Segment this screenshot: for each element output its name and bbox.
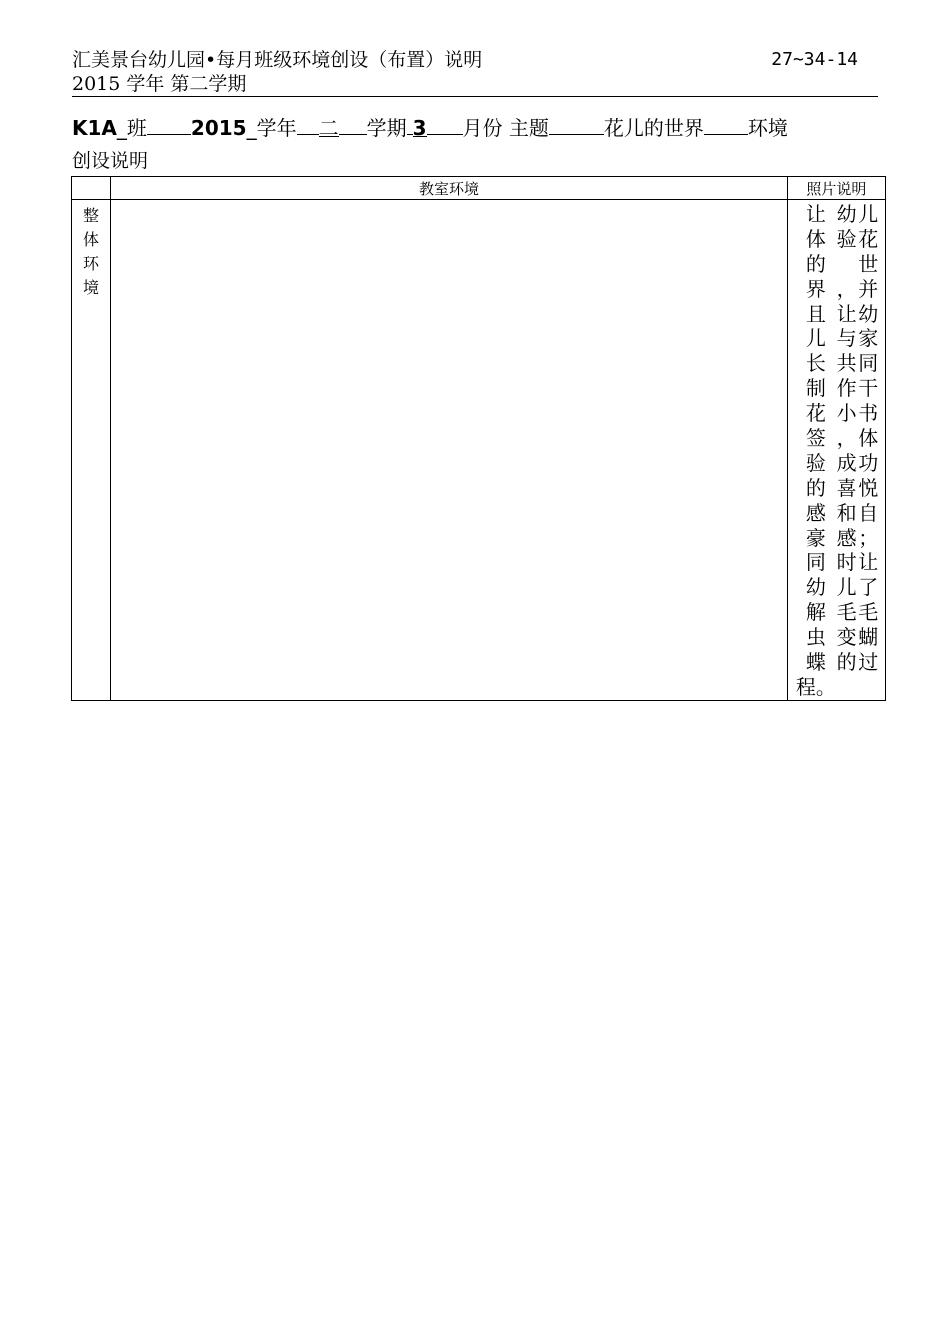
form-title-line: [72, 112, 882, 142]
note-char: 幼: [805, 575, 826, 600]
note-char: 幼: [836, 202, 857, 226]
note-char: 的: [805, 475, 826, 500]
term-label: 2015 学年 第二学期: [72, 73, 247, 95]
month-suffix: 月份 主题: [462, 116, 549, 140]
page-header: [72, 48, 878, 97]
note-char: 长: [805, 351, 826, 376]
note-char: 虫: [805, 625, 826, 650]
note-char: 世: [858, 251, 879, 276]
note-char: 悦: [858, 475, 879, 500]
note-char: 豪: [805, 525, 826, 550]
note-char: ，: [836, 276, 857, 301]
title-tail: 环境: [747, 116, 788, 140]
table-header-row: [72, 177, 886, 200]
note-char: 毛: [836, 600, 857, 625]
note-char: 界: [805, 276, 826, 301]
header-classroom-environment: 教室环境: [111, 177, 788, 200]
environment-table: [71, 176, 886, 701]
class-suffix: _班: [116, 116, 147, 140]
note-char: 并: [858, 276, 879, 301]
note-char: 时: [836, 550, 857, 575]
note-char: 制: [805, 376, 826, 401]
note-char: 感: [805, 500, 826, 525]
note-char: 过: [858, 650, 879, 675]
month-value: 3: [412, 116, 427, 140]
note-char: 感: [836, 525, 857, 550]
note-char: 签: [805, 426, 826, 451]
note-char: 同: [805, 550, 826, 575]
note-char: 小: [836, 401, 857, 426]
note-char: 让: [858, 550, 879, 575]
note-char: 成: [836, 450, 857, 475]
note-char: 了: [858, 575, 879, 600]
note-char: 验: [836, 226, 857, 251]
note-char: 干: [858, 376, 879, 401]
note-char: ；: [858, 525, 879, 550]
row-label-overall-environment: 整 体 环 境: [72, 200, 111, 701]
blank-underline: [297, 112, 319, 135]
note-char: 与: [836, 326, 857, 351]
blank-underline: [147, 112, 191, 135]
note-char: 的: [836, 650, 857, 675]
note-char: 让: [805, 202, 826, 226]
document-code: 27~34-14: [771, 49, 858, 70]
blank-underline: [427, 112, 463, 135]
note-char: 蝴: [858, 625, 879, 650]
note-char: 儿: [805, 326, 826, 351]
note-char: 毛: [858, 600, 879, 625]
photo-note-cell: [787, 200, 885, 701]
semester-value: 二: [318, 116, 339, 140]
note-char: 花: [805, 401, 826, 426]
photo-area: [111, 200, 788, 701]
note-char: 体: [805, 226, 826, 251]
blank-underline: [339, 112, 367, 135]
note-char: 和: [836, 500, 857, 525]
note-char: [836, 252, 858, 277]
semester-suffix: 学期: [366, 116, 407, 140]
note-char: 蝶: [805, 650, 826, 675]
note-char: 且: [805, 301, 826, 326]
note-char: 花: [858, 226, 879, 251]
note-char: ，: [836, 426, 857, 451]
note-char: 儿: [836, 575, 857, 600]
note-char: 作: [836, 376, 857, 401]
school-title: 汇美景台幼儿园•每月班级环境创设（布置）说明: [72, 49, 483, 71]
blank-underline: [704, 112, 748, 135]
header-photo-note: 照片说明: [787, 177, 885, 200]
note-char: 程。: [795, 674, 836, 699]
note-char: 解: [805, 600, 826, 625]
note-char: 功: [858, 450, 879, 475]
note-char: 同: [858, 351, 879, 376]
class-name: K1A: [72, 116, 117, 140]
header-blank-cell: [72, 177, 111, 200]
form-title-line-2: 创设说明: [72, 150, 149, 172]
note-char: 喜: [836, 475, 857, 500]
note-char: 变: [836, 625, 857, 650]
theme-value: 花儿的世界: [603, 116, 704, 140]
note-char: 让: [836, 301, 857, 326]
note-char: 验: [805, 450, 826, 475]
note-char: 的: [805, 251, 826, 276]
note-char: 家: [858, 326, 879, 351]
note-char: 儿: [858, 202, 879, 226]
note-char: 体: [858, 426, 879, 451]
year-suffix: _学年: [246, 116, 297, 140]
blank-underline: [549, 112, 604, 135]
note-char: 共: [836, 351, 857, 376]
note-char: 书: [858, 401, 879, 426]
photo-note-text: [796, 202, 879, 700]
year-value: 2015: [190, 116, 247, 140]
note-char: 幼: [858, 301, 879, 326]
note-char: 自: [858, 500, 879, 525]
table-row: [72, 200, 886, 701]
